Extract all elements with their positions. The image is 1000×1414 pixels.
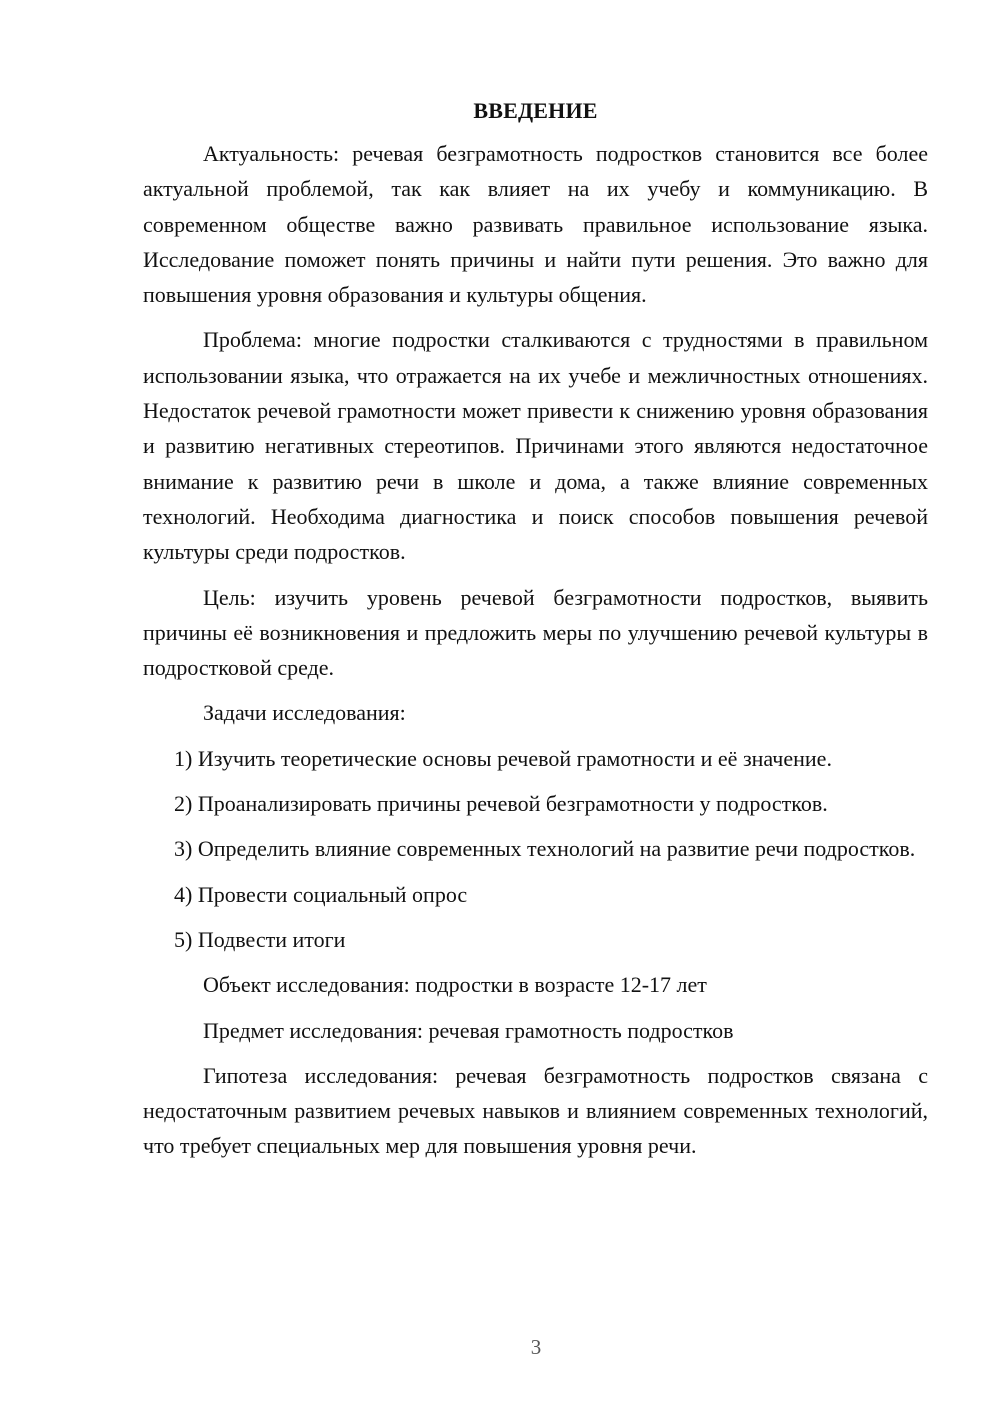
research-subject: Предмет исследования: речевая грамотность подростков [203,1017,734,1043]
task-item: 1) Изучить теоретические основы речевой грамотности и её значение. [174,745,832,771]
paragraph-problem: Проблема: многие подростки сталкиваются с трудностями в правильном использовании языка, что отражается на их учебе и межличностных отношениях. Недостаток речевой грамотности может привести к снижению уровня образования и развитию негативных стереотипов. Причинами этого являются недостаточное внимание к развитию речи в школе и дома, а также влияние современных технологий. Необходима диагностика и поиск способов повышения речевой культуры среди подростков. [143,327,928,565]
tasks-heading: Задачи исследования: [203,700,406,726]
page-number: 3 [530,1335,542,1359]
research-hypothesis: Гипотеза исследования: речевая безграмотность подростков связана с недостаточным развитием речевых навыков и влиянием современных технологий, что требует специальных мер для повышения уровня речи. [143,1062,928,1159]
task-item: 5) Подвести итоги [174,926,346,952]
task-item: 2) Проанализировать причины речевой безграмотности у подростков. [174,791,828,817]
paragraph-goal: Цель: изучить уровень речевой безграмотности подростков, выявить причины её возникновения и предложить меры по улучшению речевой культуры в подростковой среде. [143,584,928,681]
page-title: ВВЕДЕНИЕ [473,98,598,123]
research-object: Объект исследования: подростки в возрасте 12-17 лет [203,972,707,998]
task-item: 3) Определить влияние современных технологий на развитие речи подростков. [174,836,916,862]
task-item: 4) Провести социальный опрос [174,881,468,907]
paragraph-relevance: Актуальность: речевая безграмотность подростков становится все более актуальной проблемой, так как влияет на их учебу и коммуникацию. В современном обществе важно развивать правильное использование языка. Исследование поможет понять причины и найти пути решения. Это важно для повышения уровня образования и культуры общения. [143,141,928,308]
